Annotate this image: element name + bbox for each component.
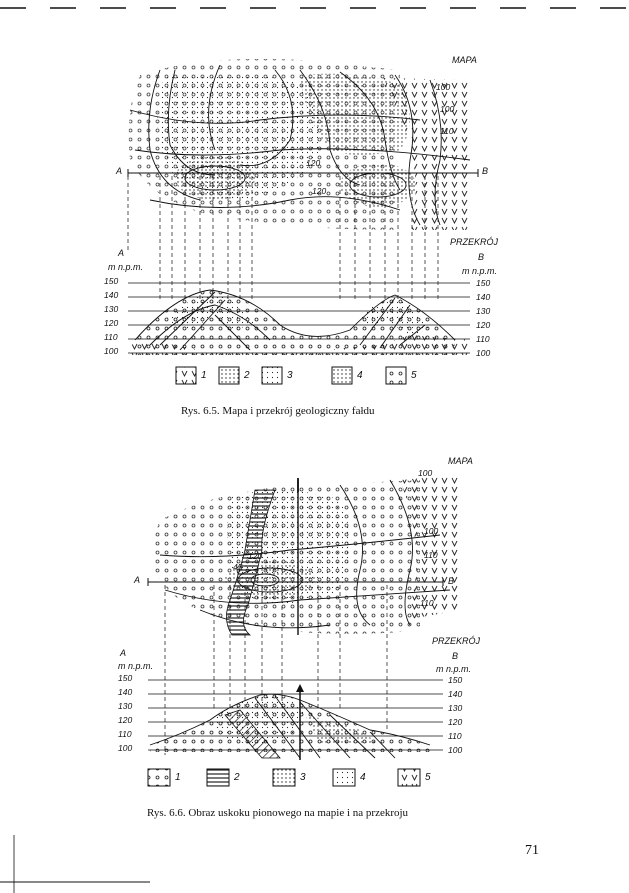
section-label: PRZEKRÓJ (450, 237, 499, 247)
elev-right: 140 (448, 689, 463, 699)
caption-fig-6-6: Rys. 6.6. Obraz uskoku pionowego na mapie i na przekroju (147, 807, 409, 819)
elev-left: 100 (104, 346, 119, 356)
legend-num: 5 (411, 370, 417, 381)
elev-right: 150 (476, 278, 491, 288)
contour-label: 120 (312, 186, 327, 196)
contour-label: 120 (306, 158, 321, 168)
elev-left: 150 (104, 276, 119, 286)
section-label: PRZEKRÓJ (432, 636, 481, 646)
point-b-section: B (478, 252, 485, 262)
elev-left: 130 (104, 304, 119, 314)
caption-fig-6-5: Rys. 6.5. Mapa i przekrój geologiczny fałdu (181, 405, 375, 417)
elev-right: 140 (476, 292, 491, 302)
point-a-section: A (118, 248, 125, 258)
unit-left: m n.p.m. (108, 262, 144, 272)
elev-right: 120 (476, 320, 491, 330)
point-a-map: A (116, 166, 123, 176)
fault-drawing (0, 440, 629, 840)
elev-right: 100 (448, 745, 463, 755)
map-label: MAPA (448, 456, 473, 466)
elev-right: 150 (448, 675, 463, 685)
legend-2 (148, 769, 420, 786)
contour-label: 110 (420, 598, 434, 608)
legend-num: 4 (360, 772, 366, 783)
map-label: MAPA (452, 55, 477, 65)
elev-left: 110 (118, 729, 132, 739)
contour-label: 100 (424, 526, 439, 536)
contour-label: 110 (424, 550, 438, 560)
legend-num: 3 (287, 370, 293, 381)
elev-left: 150 (118, 673, 133, 683)
unit-right: m n.p.m. (436, 664, 472, 674)
point-a-section: A (120, 648, 127, 658)
map-2 (148, 475, 460, 635)
section-2 (148, 680, 443, 760)
map-1 (128, 59, 478, 230)
contour-label: 100 (440, 104, 455, 114)
figure-fold (0, 0, 629, 430)
page-number: 71 (525, 843, 539, 858)
dip-label: 45 (233, 562, 243, 572)
elev-left: 110 (104, 332, 118, 342)
elev-left: 140 (118, 687, 133, 697)
fold-drawing (0, 0, 629, 430)
legend-num: 1 (175, 772, 181, 783)
unit-left: m n.p.m. (118, 661, 154, 671)
legend-num: 2 (244, 370, 250, 381)
point-b-map: B (482, 166, 489, 176)
elev-right: 110 (476, 334, 490, 344)
section-1 (128, 283, 470, 355)
legend-num: 2 (234, 772, 240, 783)
elev-right: 110 (448, 731, 462, 741)
legend-num: 4 (357, 370, 363, 381)
elev-right: 130 (448, 703, 463, 713)
elev-left: 120 (118, 715, 133, 725)
point-b-map: B (448, 576, 455, 586)
point-a-map: A (134, 575, 141, 585)
elev-right: 130 (476, 306, 491, 316)
legend-num: 5 (425, 772, 431, 783)
legend-num: 1 (201, 370, 207, 381)
legend-num: 3 (300, 772, 306, 783)
elev-left: 130 (118, 701, 133, 711)
elev-right: 100 (476, 348, 491, 358)
elev-right: 120 (448, 717, 463, 727)
elev-left: 140 (104, 290, 119, 300)
point-b-section: B (452, 651, 459, 661)
figure-fault (0, 440, 629, 840)
unit-right: m n.p.m. (462, 266, 498, 276)
contour-label: 120 (248, 551, 263, 561)
elev-left: 100 (118, 743, 133, 753)
contour-label: 110 (440, 126, 454, 136)
contour-label: 100 (436, 82, 451, 92)
contour-label: 100 (418, 468, 433, 478)
elev-left: 120 (104, 318, 119, 328)
